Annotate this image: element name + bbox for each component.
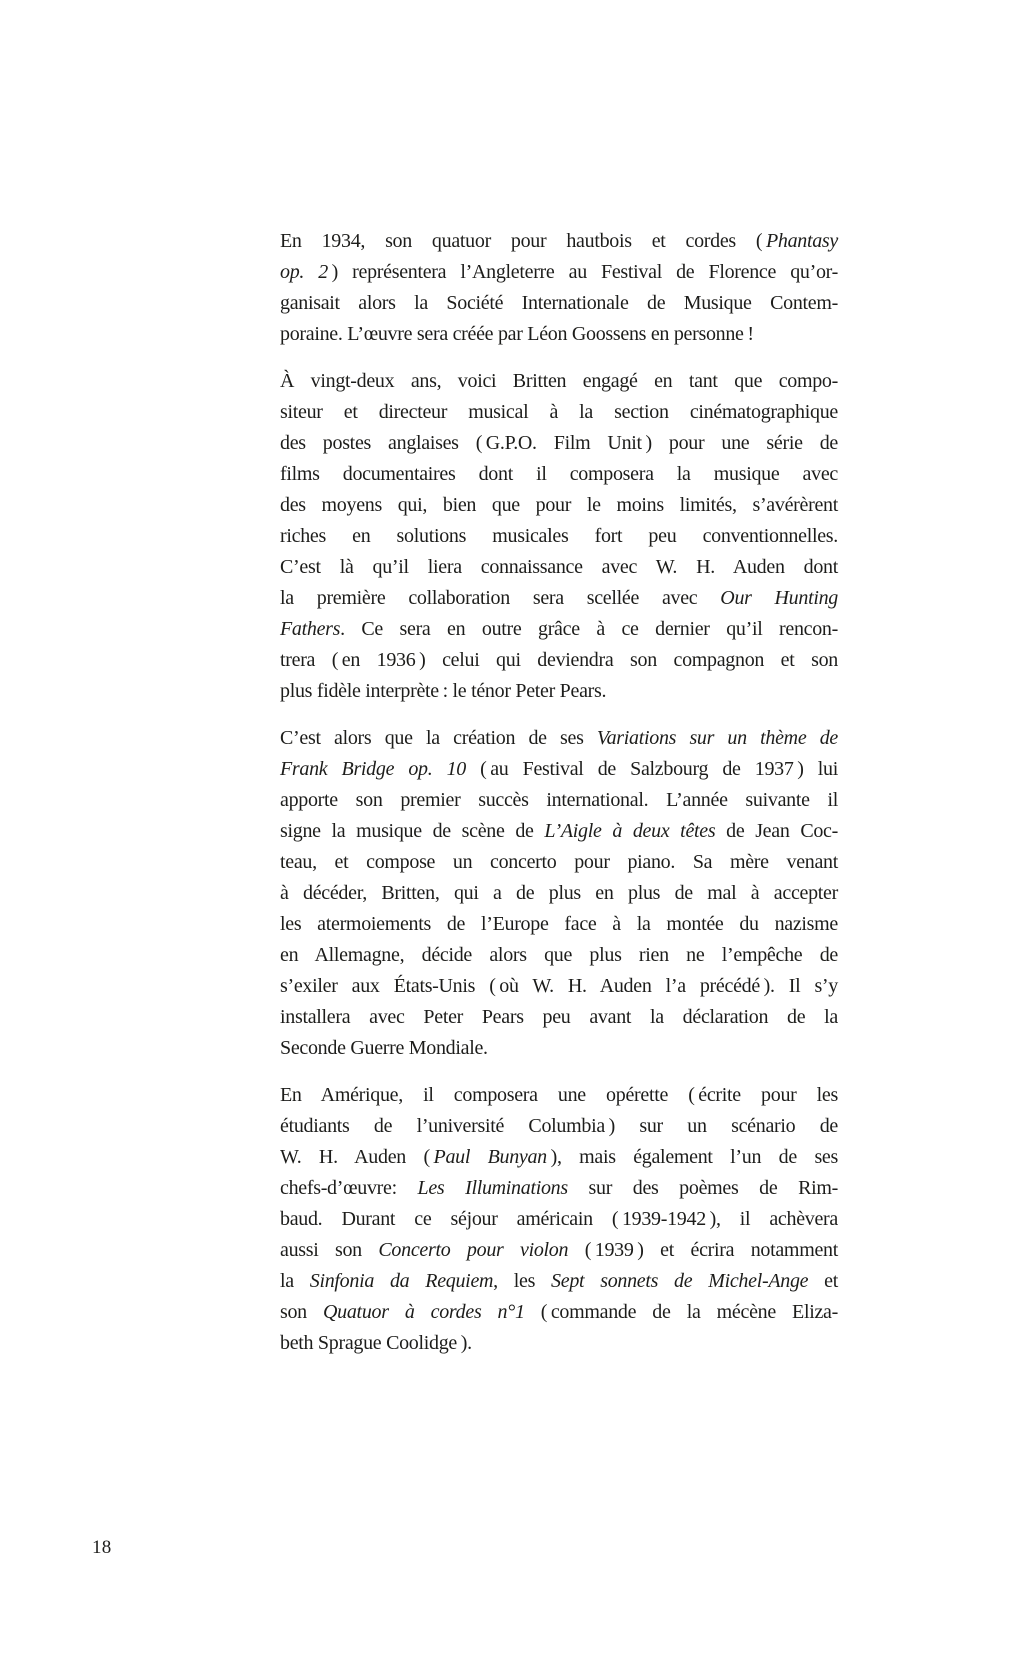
text-line (280, 459, 838, 490)
text-line (280, 257, 838, 288)
text-run-italic: L’Aigle à deux têtes (544, 820, 716, 842)
text-run-italic: op. 2 (280, 261, 328, 283)
text-run: ) représentera l’Angleterre au Festival de Florence qu’or- (327, 261, 838, 283)
text-line (280, 909, 838, 940)
text-line (280, 754, 838, 785)
text-run: signe la musique de scène de (280, 820, 545, 842)
text-run: à décéder, Britten, qui a de plus en plus de mal à accepter (280, 882, 838, 904)
text-line (280, 1235, 838, 1266)
text-run: trera ( en 1936 ) celui qui deviendra son compagnon et son (280, 649, 838, 671)
text-line (280, 490, 838, 521)
text-run: W. H. Auden ( (280, 1146, 434, 1168)
text-run: , les (493, 1270, 552, 1292)
text-line (280, 1002, 838, 1033)
text-line (280, 583, 838, 614)
text-run: installera avec Peter Pears peu avant la déclaration de la (280, 1006, 838, 1028)
page-number: 18 (92, 1537, 112, 1558)
text-run: siteur et directeur musical à la section cinématographique (280, 401, 838, 423)
text-run: riches en solutions musicales fort peu conventionnelles. (280, 525, 838, 547)
paragraph (280, 1080, 838, 1359)
text-run: ( au Festival de Salzbourg de 1937 ) lui (465, 758, 838, 780)
text-line (280, 645, 838, 676)
text-run: Seconde Guerre Mondiale. (280, 1037, 488, 1059)
text-line (280, 676, 838, 707)
text-run: étudiants de l’université Columbia ) sur un scénario de (280, 1115, 838, 1137)
text-run-italic: Sept sonnets de Michel-Ange (551, 1270, 809, 1292)
text-run: poraine. L’œuvre sera créée par Léon Goossens en personne ! (280, 323, 754, 345)
text-run: de Jean Coc- (715, 820, 838, 842)
text-line (280, 552, 838, 583)
text-run: en Allemagne, décide alors que plus rien ne l’empêche de (280, 944, 838, 966)
text-line (280, 366, 838, 397)
paragraph (280, 366, 838, 707)
text-run: la première collaboration sera scellée avec (280, 587, 721, 609)
text-run: et (808, 1270, 838, 1292)
text-run-italic: Sinfonia da Requiem (309, 1270, 494, 1292)
text-line (280, 226, 838, 257)
text-run: des postes anglaises ( G.P.O. Film Unit ) pour une série de (280, 432, 838, 454)
text-run-italic: Quatuor à cordes n°1 (323, 1301, 525, 1323)
text-run: C’est là qu’il liera connaissance avec W. H. Auden dont (280, 556, 838, 578)
text-run: ganisait alors la Société Internationale de Musique Contem- (280, 292, 838, 314)
text-line (280, 521, 838, 552)
text-run-italic: Phantasy (765, 230, 838, 252)
text-line (280, 723, 838, 754)
text-line (280, 319, 838, 350)
text-run: s’exiler aux États-Unis ( où W. H. Auden l’a précédé ). Il s’y (280, 975, 838, 997)
text-line (280, 847, 838, 878)
text-run: À vingt-deux ans, voici Britten engagé en tant que compo- (280, 370, 838, 392)
text-line (280, 1173, 838, 1204)
text-run: ( commande de la mécène Eliza- (524, 1301, 838, 1323)
text-run: teau, et compose un concerto pour piano. Sa mère venant (280, 851, 838, 873)
text-line (280, 1142, 838, 1173)
text-run: baud. Durant ce séjour américain ( 1939-1942 ), il achèvera (280, 1208, 838, 1230)
text-line (280, 614, 838, 645)
text-run: C’est alors que la création de ses (280, 727, 597, 749)
paragraph (280, 226, 838, 350)
text-run: aussi son (280, 1239, 379, 1261)
text-run-italic: Paul Bunyan (433, 1146, 547, 1168)
body-text (280, 226, 838, 1375)
text-run: films documentaires dont il composera la musique avec (280, 463, 838, 485)
text-line (280, 1328, 838, 1359)
text-run-italic: Variations sur un thème de (596, 727, 838, 749)
text-line (280, 1266, 838, 1297)
text-line (280, 971, 838, 1002)
text-line (280, 1297, 838, 1328)
text-run-italic: Our Hunting (720, 587, 838, 609)
text-line (280, 397, 838, 428)
text-line (280, 878, 838, 909)
text-line (280, 1033, 838, 1064)
text-run: ( 1939 ) et écrira notamment (568, 1239, 838, 1261)
paragraph (280, 723, 838, 1064)
text-run: des moyens qui, bien que pour le moins limités, s’avérèrent (280, 494, 838, 516)
text-run: son (280, 1301, 324, 1323)
text-line (280, 1080, 838, 1111)
text-line (280, 428, 838, 459)
text-run: sur des poèmes de Rim- (567, 1177, 838, 1199)
text-line (280, 1204, 838, 1235)
text-line (280, 288, 838, 319)
text-run: apporte son premier succès international. L’année suivante il (280, 789, 838, 811)
text-line (280, 785, 838, 816)
text-run: plus fidèle interprète : le ténor Peter Pears. (280, 680, 607, 702)
text-run: les atermoiements de l’Europe face à la montée du nazisme (280, 913, 838, 935)
text-line (280, 816, 838, 847)
text-run-italic: Frank Bridge op. 10 (280, 758, 466, 780)
text-run-italic: Fathers (280, 618, 341, 640)
text-run: En Amérique, il composera une opérette ( écrite pour les (280, 1084, 838, 1106)
text-run: . Ce sera en outre grâce à ce dernier qu’il rencon- (340, 618, 838, 640)
text-run: beth Sprague Coolidge ). (280, 1332, 472, 1354)
text-line (280, 1111, 838, 1142)
text-run: chefs-d’œuvre: (280, 1177, 418, 1199)
text-run: En 1934, son quatuor pour hautbois et cordes ( (280, 230, 766, 252)
text-run: la (280, 1270, 310, 1292)
text-run-italic: Les Illuminations (417, 1177, 568, 1199)
text-run-italic: Concerto pour violon (378, 1239, 569, 1261)
text-line (280, 940, 838, 971)
text-run: ), mais également l’un de ses (546, 1146, 838, 1168)
